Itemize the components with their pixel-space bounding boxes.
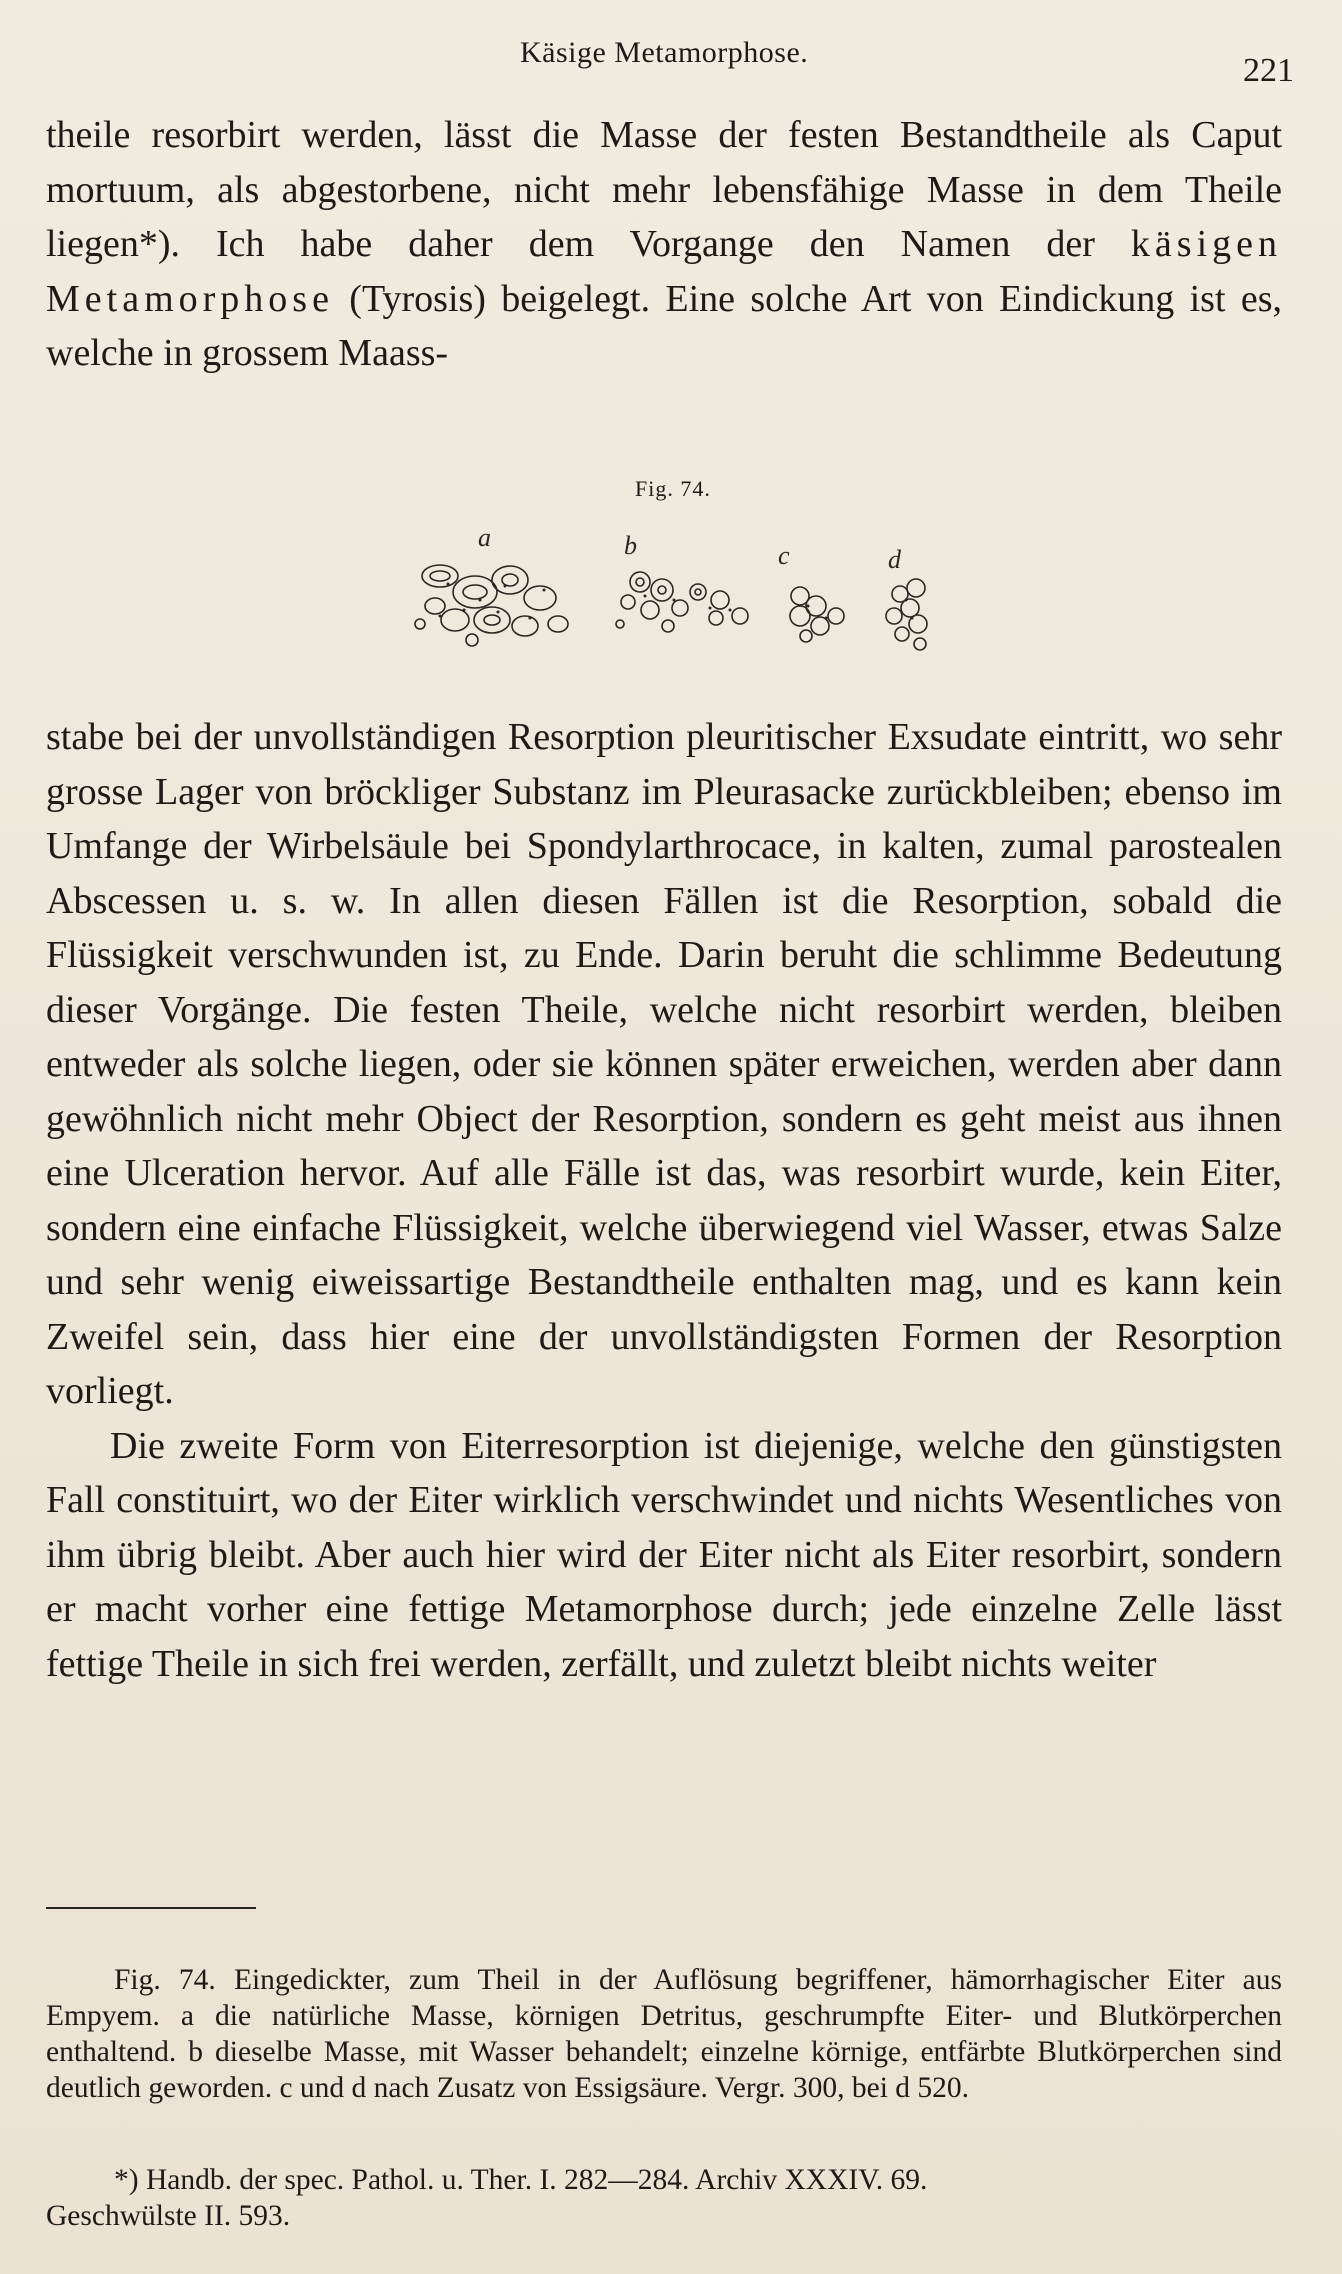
figure-74 [380,476,980,666]
sublabel-a: a [478,523,491,552]
sublabel-b: b [624,531,637,560]
cell-group-a [415,565,568,646]
cell-group-b [616,572,748,632]
text-run: theile resorbirt werden, lässt die Masse der festen Bestandtheile als Caput mortuum, als abgestorbene, nicht mehr lebensfähige Masse in dem Theile liegen*). Ich habe daher dem Vorgange den Namen der [46,114,1282,265]
microscopy-illustration [380,520,980,660]
footnote-line: *) Handb. der spec. Pathol. u. Ther. I. 282—284. Archiv XXXIV. 69. [114,2164,928,2196]
paragraph: stabe bei der unvollständigen Resorption pleuritischer Exsudate eintritt, wo sehr grosse Lager von bröckliger Substanz im Pleurasacke zurückbleiben; ebenso im Umfange der Wirbelsäule bei Spondylarthrocace, in kalten, zumal parostealen Abscessen u. s. w. In allen diesen Fällen ist die Resorption, sobald die Flüssigkeit verschwunden ist, zu Ende. Darin beruht die schlimme Bedeutung dieser Vorgänge. Die festen Theile, welche nicht resorbirt werden, bleiben entweder als solche liegen, oder sie können später erweichen, werden aber dann gewöhnlich nicht mehr Object der Resorption, sondern es geht meist aus ihnen eine Ulceration hervor. Auf alle Fälle ist das, was resorbirt wurde, kein Eiter, sondern eine einfache Flüssigkeit, welche überwiegend viel Wasser, etwas Salze und sehr wenig eiweissartige Bestandtheile enthalten mag, und es kann kein Zweifel sein, dass hier eine der unvollständigsten Formen der Resorption vorliegt. [46,716,1282,1412]
figure-caption-text: Fig. 74. Eingedickter, zum Theil in der Auflösung begriffener, hämorrhagischer Eiter aus Empyem. a die natürliche Masse, körnigen Detritus, geschrumpfte Eiter- und Blutkörperchen enthaltend. b dieselbe Masse, mit Wasser behandelt; einzelne körnige, entfärbte Blutkörperchen sind deutlich geworden. c und d nach Zusatz von Essigsäure. Vergr. 300, bei d 520. [46,1964,1282,2104]
paragraph-continuation [46,108,1282,381]
body-text-bottom [46,710,1282,1691]
cell-group-d [886,579,927,650]
footnote-line: Geschwülste II. 593. [46,2200,291,2232]
text-run: (Tyrosis) beigelegt. Eine solche Art von Eindickung ist es, welche in grossem Maass- [46,277,1282,374]
page-number: 221 [1243,52,1294,89]
body-text-top [46,108,1282,381]
paragraph: Die zweite Form von Eiterresorption ist diejenige, welche den günstigsten Fall constituirt, wo der Eiter wirklich verschwindet und nichts Wesentliches von ihm übrig bleibt. Aber auch hier wird der Eiter nicht als Eiter resorbirt, sondern er macht vorher eine fettige Metamorphose durch; jede einzelne Zelle lässt fettige Theile in sich frei werden, zerfällt, und zuletzt bleibt nichts weiter [46,1424,1282,1685]
sublabel-d: d [888,545,901,574]
figure-caption [46,1962,1282,2106]
sublabel-c: c [778,541,790,570]
footnote-divider [46,1907,256,1909]
cell-group-c [790,587,844,642]
footnote-reference [46,2162,1282,2234]
emphasis-term: käsigen Metamorphose [46,223,1282,320]
running-title: Käsige Metamorphose. [520,36,809,69]
figure-label: Fig. 74. [635,476,711,501]
